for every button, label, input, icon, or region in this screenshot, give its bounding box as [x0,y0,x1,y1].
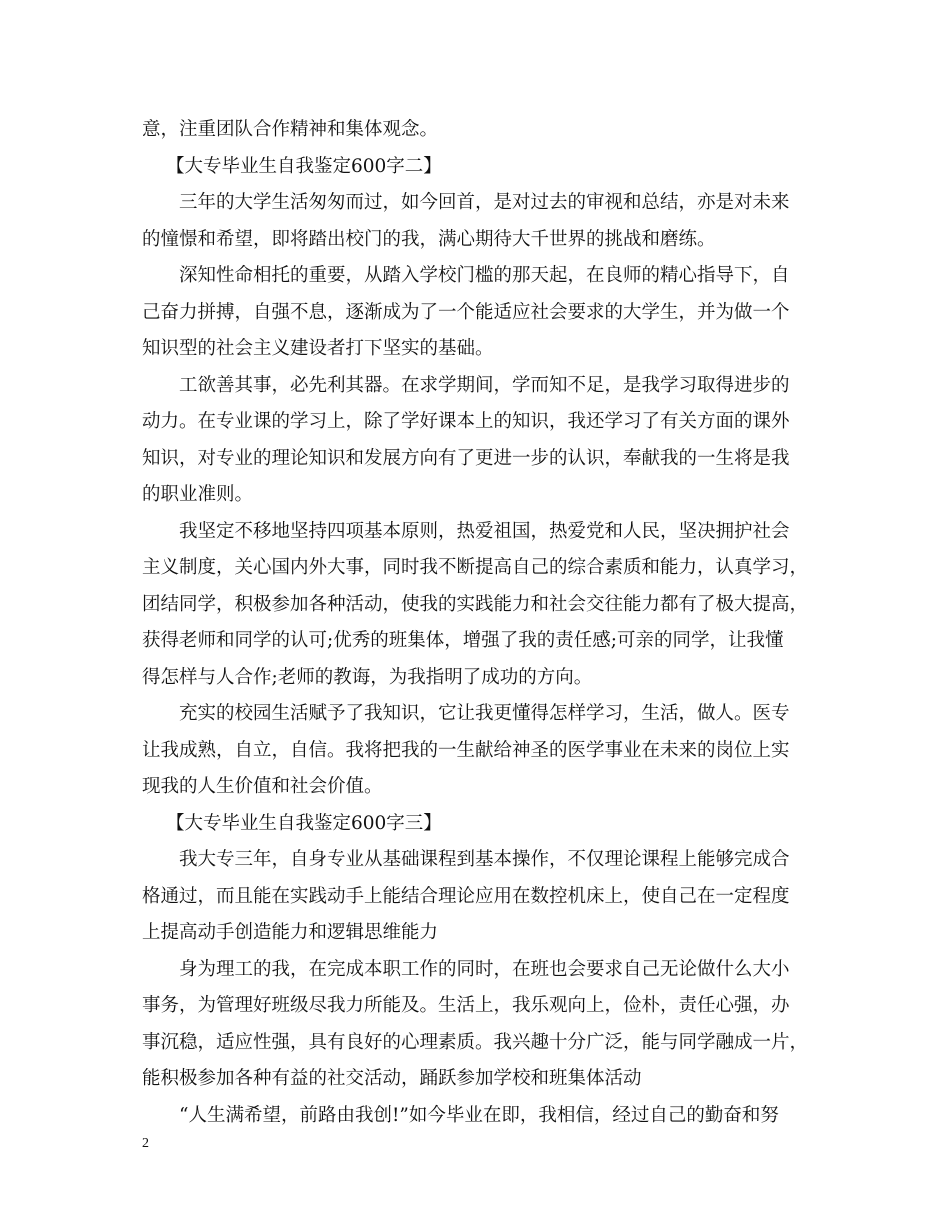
text-line: 己奋力拼搏，自强不息，逐渐成为了一个能适应社会要求的大学生，并为做一个 [142,301,790,323]
section-heading: 【大专毕业生自我鉴定600字二】 [166,155,442,177]
text-line: 充实的校园生活赋予了我知识，它让我更懂得怎样学习，生活，做人。医专 [179,703,790,724]
text-line: 深知性命相托的重要，从踏入学校门槛的那天起，在良师的精心指导下，自 [179,265,790,286]
text-line: 的职业准则。 [142,484,254,505]
text-line: 得怎样与人合作;老师的教诲，为我指明了成功的方向。 [142,666,593,688]
text-line: 知识型的社会主义建设者打下坚实的基础。 [142,338,494,359]
text-line: 团结同学，积极参加各种活动，使我的实践能力和社会交往能力都有了极大提高， [142,593,809,615]
text-line: 我坚定不移地坚持四项基本原则，热爱祖国，热爱党和人民，坚决拥护社会 [179,520,790,542]
text-line: 意，注重团队合作精神和集体观念。 [142,119,439,140]
text-line: 事务，为管理好班级尽我力所能及。生活上，我乐观向上，俭朴，责任心强，办 [142,995,790,1016]
text-line: 格通过，而且能在实践动手上能结合理论应用在数控机床上，使自己在一定程度 [142,885,790,907]
text-line: 事沉稳，适应性强，具有良好的心理素质。我兴趣十分广泛，能与同学融成一片， [142,1031,809,1053]
text-line: 获得老师和同学的认可;优秀的班集体，增强了我的责任感;可亲的同学，让我懂 [142,630,784,651]
text-line: 上提高动手创造能力和逻辑思维能力 [142,922,439,943]
document-body [142,112,822,1134]
text-line: 我大专三年，自身专业从基础课程到基本操作，不仅理论课程上能够完成合 [179,849,790,870]
text-line: 现我的人生价值和社会价值。 [142,776,383,797]
text-line: 知识，对专业的理论知识和发展方向有了更进一步的认识，奉献我的一生将是我 [142,447,790,469]
text-line: “人生满希望，前路由我创!”如今毕业在即，我相信，经过自己的勤奋和努 [179,1104,779,1126]
text-line: 的憧憬和希望，即将踏出校门的我，满心期待大千世界的挑战和磨练。 [142,228,716,250]
text-line: 让我成熟，自立，自信。我将把我的一生献给神圣的医学事业在未来的岗位上实 [142,739,790,761]
text-line: 能积极参加各种有益的社交活动，踊跃参加学校和班集体活动 [142,1068,642,1089]
section-heading: 【大专毕业生自我鉴定600字三】 [166,812,442,834]
text-line: 工欲善其事，必先利其器。在求学期间，学而知不足，是我学习取得进步的 [179,374,790,396]
page-number: 2 [142,1136,149,1151]
text-line: 身为理工的我，在完成本职工作的同时，在班也会要求自己无论做什么大小 [179,958,790,980]
text-line: 动力。在专业课的学习上，除了学好课本上的知识，我还学习了有关方面的课外 [142,411,790,432]
text-line: 主义制度，关心国内外大事，同时我不断提高自己的综合素质和能力，认真学习， [142,557,809,578]
text-line: 三年的大学生活匆匆而过，如今回首，是对过去的审视和总结，亦是对未来 [179,192,790,213]
